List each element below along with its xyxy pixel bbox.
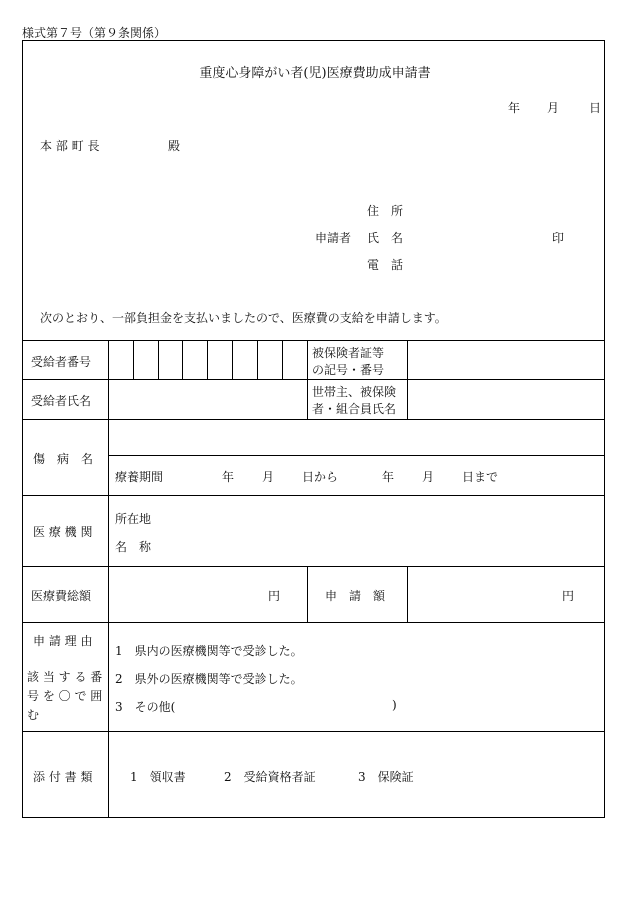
reason-option-3[interactable]: 3 その他( bbox=[115, 700, 176, 714]
addressee-name: 本 部 町 長 bbox=[40, 139, 100, 153]
period-to-day: 日まで bbox=[462, 470, 499, 484]
reason-option-1[interactable]: 1 県内の医療機関等で受診した。 bbox=[115, 644, 303, 658]
request-amount-label: 申 請 額 bbox=[325, 589, 386, 603]
right-column-line-cost bbox=[407, 566, 408, 622]
reason-note-line1: 該 当 す る 番 bbox=[27, 670, 103, 684]
date-day-label: 日 bbox=[589, 101, 602, 115]
reason-option-2[interactable]: 2 県外の医療機関等で受診した。 bbox=[115, 672, 303, 686]
seal-mark: 印 bbox=[552, 231, 565, 245]
institution-name-label: 名 称 bbox=[115, 540, 152, 554]
period-from-day: 日から bbox=[302, 470, 339, 484]
table-top-line bbox=[22, 340, 605, 341]
row-line-2 bbox=[22, 419, 605, 420]
addressee-honorific: 殿 bbox=[168, 139, 181, 153]
applicant-label: 申請者 bbox=[315, 231, 352, 245]
mid-column-line-cost bbox=[307, 566, 308, 622]
period-to-year: 年 bbox=[382, 470, 395, 484]
reason-note-line3: む bbox=[27, 708, 40, 722]
recipient-number-label: 受給者番号 bbox=[31, 355, 92, 369]
recipient-name-label: 受給者氏名 bbox=[31, 394, 92, 408]
date-month-label: 月 bbox=[547, 101, 560, 115]
row-line-6 bbox=[22, 731, 605, 732]
form-number: 様式第７号（第９条関係） bbox=[22, 26, 167, 40]
row-line-1 bbox=[22, 379, 605, 380]
total-cost-label: 医療費総額 bbox=[31, 589, 92, 603]
form-title: 重度心身障がい者(児)医療費助成申請書 bbox=[199, 66, 431, 81]
mid-column-line-upper bbox=[307, 340, 308, 419]
request-amount-unit: 円 bbox=[562, 589, 575, 603]
digit-box-divider bbox=[158, 340, 159, 379]
total-cost-unit: 円 bbox=[268, 589, 281, 603]
application-statement: 次のとおり、一部負担金を支払いましたので、医療費の支給を申請します。 bbox=[40, 311, 447, 325]
period-from-month: 月 bbox=[262, 470, 275, 484]
attachment-item-2: 2 受給資格者証 bbox=[224, 770, 316, 784]
disease-name-label: 傷 病 名 bbox=[33, 452, 94, 466]
date-year-label: 年 bbox=[508, 101, 521, 115]
digit-box-divider bbox=[282, 340, 283, 379]
period-from-year: 年 bbox=[222, 470, 235, 484]
digit-box-divider bbox=[232, 340, 233, 379]
row-line-4 bbox=[22, 566, 605, 567]
digit-box-divider bbox=[257, 340, 258, 379]
applicant-phone-label: 電 話 bbox=[367, 258, 404, 272]
row-line-disease-split bbox=[108, 455, 605, 456]
digit-box-divider bbox=[182, 340, 183, 379]
right-column-line-upper bbox=[407, 340, 408, 419]
householder-label-line1: 世帯主、被保険 bbox=[312, 385, 397, 399]
row-line-5 bbox=[22, 622, 605, 623]
medical-institution-label: 医 療 機 関 bbox=[33, 525, 93, 539]
reason-note-line2: 号 を 〇 で 囲 bbox=[27, 689, 103, 703]
householder-label-line2: 者・組合員氏名 bbox=[312, 402, 397, 416]
reason-other-close-paren: ) bbox=[392, 698, 397, 712]
digit-box-divider bbox=[133, 340, 134, 379]
applicant-address-label: 住 所 bbox=[367, 204, 404, 218]
period-to-month: 月 bbox=[422, 470, 435, 484]
attachments-label: 添 付 書 類 bbox=[33, 770, 93, 784]
reason-label: 申 請 理 由 bbox=[33, 634, 93, 648]
applicant-name-label: 氏 名 bbox=[367, 231, 404, 245]
institution-location-label: 所在地 bbox=[115, 512, 152, 526]
attachment-item-1: 1 領収書 bbox=[130, 770, 186, 784]
attachment-item-3: 3 保険証 bbox=[358, 770, 414, 784]
insurance-symbol-label-line2: の記号・番号 bbox=[312, 363, 385, 377]
insurance-symbol-label-line1: 被保険者証等 bbox=[312, 346, 385, 360]
label-column-line bbox=[108, 340, 109, 818]
digit-box-divider bbox=[207, 340, 208, 379]
treatment-period-label: 療養期間 bbox=[115, 470, 164, 484]
row-line-3 bbox=[22, 495, 605, 496]
application-form bbox=[22, 40, 605, 818]
